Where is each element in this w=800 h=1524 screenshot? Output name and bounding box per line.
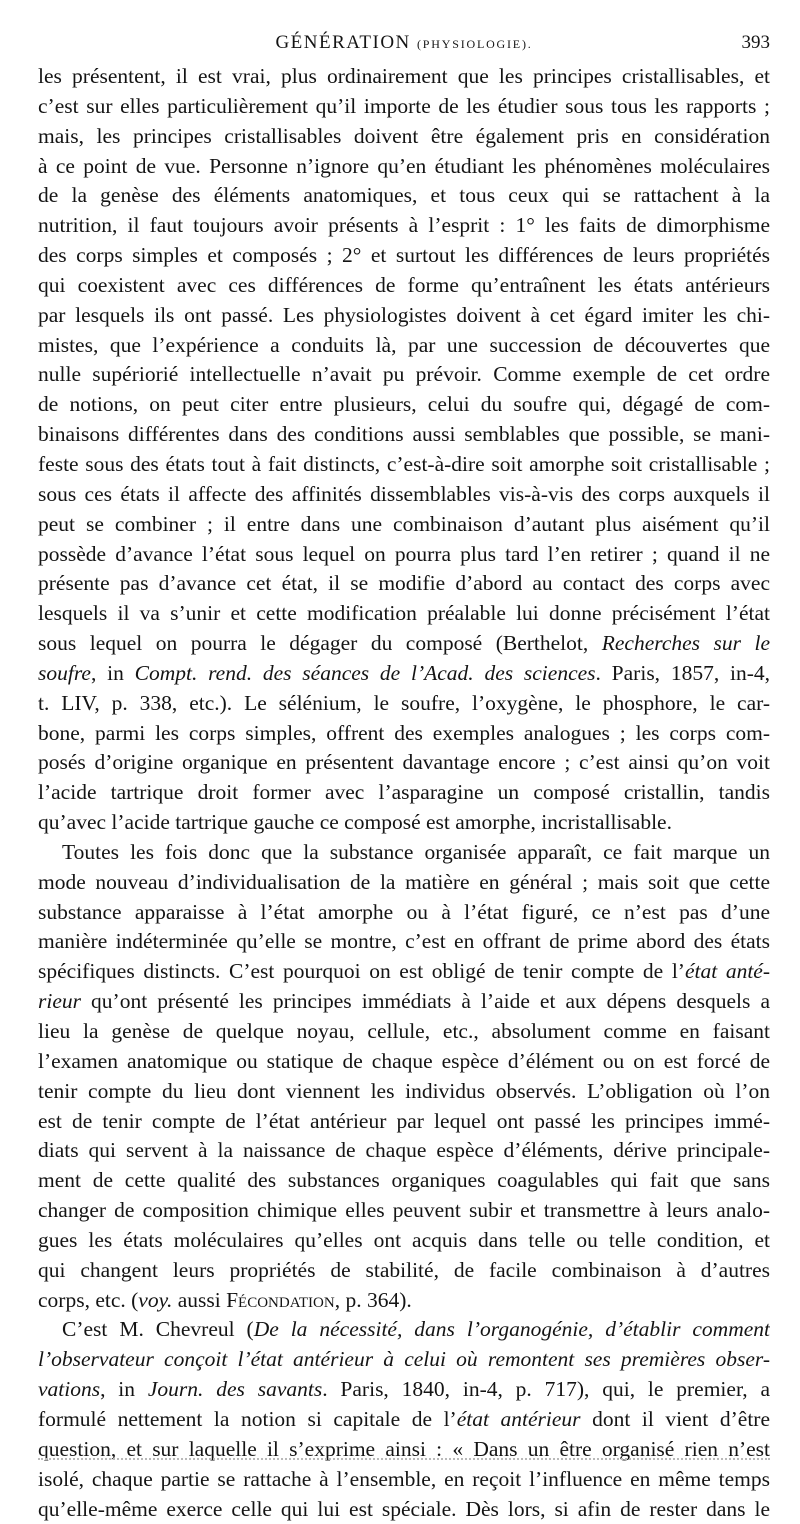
italic-title: soufre xyxy=(38,661,91,685)
text-line: rieur qu’ont présenté les principes immédiats à l’aide et aux dépens desquels a xyxy=(38,987,770,1017)
page-number: 393 xyxy=(742,32,771,54)
italic-abbrev: voy. xyxy=(138,1288,172,1312)
text-line: présente pas d’avance cet état, il se modifie d’abord au contact des corps avec xyxy=(38,569,770,599)
italic-journal: Compt. rend. des séances de l’Acad. des sciences xyxy=(135,661,596,685)
text-line: mistes, que l’expérience a conduits là, par une succession de découvertes que xyxy=(38,331,770,361)
text-line: binaisons différentes dans des conditions aussi semblables que possible, se mani- xyxy=(38,420,770,450)
paragraph-start: C’est M. Chevreul (De la nécessité, dans l’organogénie, d’établir comment xyxy=(38,1315,770,1345)
text-line: posés d’origine organique en présentent davantage encore ; c’est ainsi qu’on voit xyxy=(38,748,770,778)
text-line: manière indéterminée qu’elle se montre, c’est en offrant de prime abord des états xyxy=(38,927,770,957)
text-line: possède d’avance l’état sous lequel on pourra plus tard l’en retirer ; quand il ne xyxy=(38,540,770,570)
text-line: lieu la genèse de quelque noyau, cellule, etc., absolument comme en faisant xyxy=(38,1017,770,1047)
text-line: nutrition, il faut toujours avoir présents à l’esprit : 1° les faits de dimorphisme xyxy=(38,211,770,241)
text-line: mais, les principes cristallisables doivent être également pris en considération xyxy=(38,122,770,152)
text-line: ment de cette qualité des substances organiques coagulables qui fait que sans xyxy=(38,1166,770,1196)
text-line: question, et sur laquelle il s’exprime ainsi : « Dans un être organisé rien n’est xyxy=(38,1435,770,1465)
text-line: vations, in Journ. des savants. Paris, 1840, in-4, p. 717), qui, le premier, a xyxy=(38,1375,770,1405)
text-line: qui changent leurs propriétés de stabilité, de facile combinaison à d’autres xyxy=(38,1256,770,1286)
text-line: substance apparaisse à l’état amorphe ou à l’état figuré, ce n’est pas d’une xyxy=(38,898,770,928)
text-line: qu’avec l’acide tartrique gauche ce composé est amorphe, incristallisable. xyxy=(38,808,770,838)
italic-title: Recherches sur le xyxy=(602,631,770,655)
page-bottom-rule xyxy=(38,1458,770,1460)
italic-title: l’observateur conçoit l’état antérieur à celui où remontent ses premières obser- xyxy=(38,1347,770,1371)
text-line: t. LIV, p. 338, etc.). Le sélénium, le soufre, l’oxygène, le phosphore, le car- xyxy=(38,689,770,719)
text-line: de notions, on peut citer entre plusieurs, celui du soufre qui, dégagé de com- xyxy=(38,390,770,420)
text-line: mode nouveau d’individualisation de la matière en général ; mais soit que cette xyxy=(38,868,770,898)
text-line: sous lequel on pourra le dégager du composé (Berthelot, Recherches sur le xyxy=(38,629,770,659)
text-line: lesquels il va s’unir et cette modification préalable lui donne précisément l’état xyxy=(38,599,770,629)
text-line: changer de composition chimique elles peuvent subir et transmettre à leurs analo- xyxy=(38,1196,770,1226)
body-text xyxy=(38,62,770,1524)
italic-title: vations xyxy=(38,1377,100,1401)
running-title-main: GÉNÉRATION xyxy=(275,32,410,53)
italic-term: rieur xyxy=(38,989,81,1013)
italic-title: De la nécessité, dans l’organogénie, d’établir comment xyxy=(254,1317,770,1341)
text-line: gues les états moléculaires qu’elles ont acquis dans telle ou telle condition, et xyxy=(38,1226,770,1256)
text-line: isolé, chaque partie se rattache à l’ensemble, en reçoit l’influence en même temps xyxy=(38,1465,770,1495)
italic-term: état anté- xyxy=(685,959,770,983)
text-line: est de tenir compte de l’état antérieur par lequel ont passé les principes immé- xyxy=(38,1107,770,1137)
text-line: sous ces états il affecte des affinités dissemblables vis-à-vis des corps auxquels il xyxy=(38,480,770,510)
italic-journal: Journ. des savants xyxy=(148,1377,322,1401)
text-line: spécifiques distincts. C’est pourquoi on est obligé de tenir compte de l’état anté- xyxy=(38,957,770,987)
text-line: feste sous des états tout à fait distincts, c’est-à-dire soit amorphe soit cristallisable ; xyxy=(38,450,770,480)
text-line: à ce point de vue. Personne n’ignore qu’en étudiant les phénomènes moléculaires xyxy=(38,152,770,182)
running-title-subtitle: (PHYSIOLOGIE). xyxy=(417,37,533,51)
running-title xyxy=(38,32,770,54)
text-line: formulé nettement la notion si capitale de l’état antérieur dont il vient d’être xyxy=(38,1405,770,1435)
text-line: l’examen anatomique ou statique de chaque espèce d’élément ou on est forcé de xyxy=(38,1047,770,1077)
text-line: qui coexistent avec ces différences de forme qu’entraînent les états antérieurs xyxy=(38,271,770,301)
italic-term: état antérieur xyxy=(457,1407,581,1431)
text-line xyxy=(38,1345,770,1375)
text-line: qu’elle-même exerce celle qui lui est spéciale. Dès lors, si afin de rester dans le xyxy=(38,1495,770,1524)
text-line: diats qui servent à la naissance de chaque espèce d’éléments, dérive principale- xyxy=(38,1136,770,1166)
text-line: par lesquels ils ont passé. Les physiologistes doivent à cet égard imiter les chi- xyxy=(38,301,770,331)
text-line: nulle supériorié intellectuelle n’avait pu prévoir. Comme exemple de cet ordre xyxy=(38,360,770,390)
text-line: peut se combiner ; il entre dans une combinaison d’autant plus aisément qu’il xyxy=(38,510,770,540)
text-line: c’est sur elles particulièrement qu’il importe de les étudier sous tous les rapports ; xyxy=(38,92,770,122)
running-head xyxy=(38,32,770,58)
text-line: tenir compte du lieu dont viennent les individus observés. L’obligation où l’on xyxy=(38,1077,770,1107)
text-line: l’acide tartrique droit former avec l’asparagine un composé cristallin, tandis xyxy=(38,778,770,808)
paragraph-start: Toutes les fois donc que la substance organisée apparaît, ce fait marque un xyxy=(38,838,770,868)
text-line: des corps simples et composés ; 2° et surtout les différences de leurs propriétés xyxy=(38,241,770,271)
text-line: bone, parmi les corps simples, offrent des exemples analogues ; les corps com- xyxy=(38,719,770,749)
text-line: soufre, in Compt. rend. des séances de l’Acad. des sciences. Paris, 1857, in-4, xyxy=(38,659,770,689)
text-line: les présentent, il est vrai, plus ordinairement que les principes cristallisables, et xyxy=(38,62,770,92)
text-line: de la genèse des éléments anatomiques, et tous ceux qui se rattachent à la xyxy=(38,181,770,211)
cross-reference: Fécondation xyxy=(226,1288,335,1312)
text-line: corps, etc. (voy. aussi Fécondation, p. 364). xyxy=(38,1286,770,1316)
